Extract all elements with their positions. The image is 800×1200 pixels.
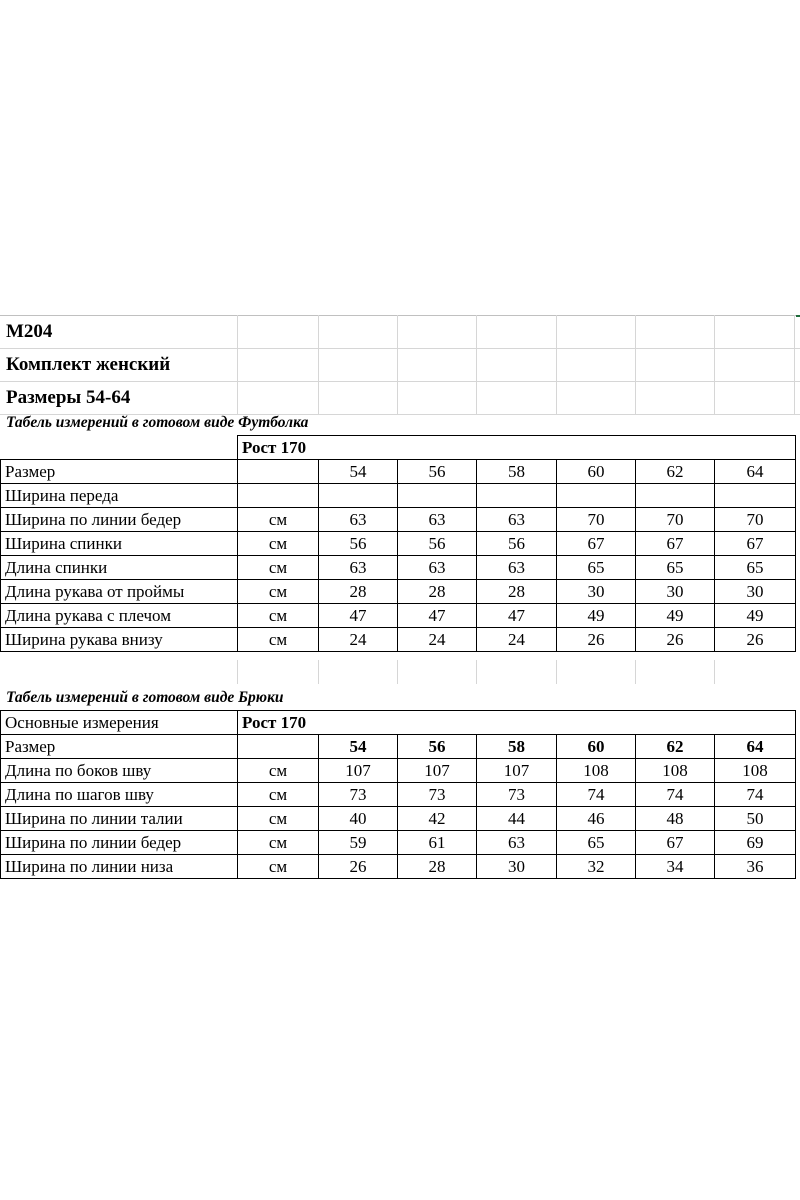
- table-row: [1, 807, 796, 831]
- product-title: Комплект женский: [6, 354, 171, 375]
- pants-height-label: Рост 170: [238, 711, 796, 735]
- value-cell: 30: [636, 580, 715, 604]
- sheet-top-border: [0, 315, 800, 316]
- value-cell: 24: [319, 628, 398, 652]
- value-cell: 26: [557, 628, 636, 652]
- value-cell: 70: [557, 508, 636, 532]
- value-cell: 65: [557, 556, 636, 580]
- measurement-label: Ширина по линии низа: [1, 855, 238, 879]
- value-cell: 47: [398, 604, 477, 628]
- tshirt-measure-table: [0, 435, 796, 652]
- table-row: [1, 556, 796, 580]
- value-cell: 40: [319, 807, 398, 831]
- gridline: [237, 315, 238, 415]
- gridline: [635, 315, 636, 415]
- value-cell: 74: [557, 783, 636, 807]
- measurement-label: Ширина по линии бедер: [1, 831, 238, 855]
- size-header-cell: 54: [319, 735, 398, 759]
- value-cell: 56: [398, 532, 477, 556]
- empty-cell: [1, 436, 238, 460]
- value-cell: 63: [477, 508, 557, 532]
- table-row: [1, 532, 796, 556]
- unit-cell: см: [238, 532, 319, 556]
- table-row: [1, 580, 796, 604]
- value-cell: 28: [398, 580, 477, 604]
- table-row: [1, 783, 796, 807]
- size-header-cell: 60: [557, 460, 636, 484]
- gridline: [318, 660, 319, 684]
- value-cell: 73: [477, 783, 557, 807]
- value-cell: 74: [715, 783, 796, 807]
- unit-cell: см: [238, 831, 319, 855]
- pants-rows: [1, 759, 796, 879]
- size-header-cell: 62: [636, 735, 715, 759]
- table-row: [1, 628, 796, 652]
- unit-cell: см: [238, 556, 319, 580]
- main-measurements-label: Основные измерения: [1, 711, 238, 735]
- measurement-label: Ширина спинки: [1, 532, 238, 556]
- value-cell: 70: [636, 508, 715, 532]
- unit-cell: см: [238, 783, 319, 807]
- value-cell: 26: [636, 628, 715, 652]
- tshirt-size-row: [1, 460, 796, 484]
- size-header-cell: 58: [477, 460, 557, 484]
- value-cell: 56: [477, 532, 557, 556]
- size-header-cell: 64: [715, 460, 796, 484]
- size-header-cell: 60: [557, 735, 636, 759]
- value-cell: 67: [715, 532, 796, 556]
- model-number: М204: [6, 321, 53, 342]
- measurement-label: Длина по шагов шву: [1, 783, 238, 807]
- unit-cell: см: [238, 628, 319, 652]
- value-cell: 32: [557, 855, 636, 879]
- value-cell: 73: [319, 783, 398, 807]
- value-cell: 49: [557, 604, 636, 628]
- value-cell: 47: [319, 604, 398, 628]
- size-row-label: Размер: [1, 735, 238, 759]
- value-cell: 63: [398, 556, 477, 580]
- unit-cell: [238, 484, 319, 508]
- value-cell: [319, 484, 398, 508]
- measurement-label: Ширина по линии талии: [1, 807, 238, 831]
- table-row: [1, 484, 796, 508]
- gridline: [397, 660, 398, 684]
- value-cell: 63: [477, 831, 557, 855]
- value-cell: 26: [715, 628, 796, 652]
- gridline: [476, 660, 477, 684]
- size-header-cell: 62: [636, 460, 715, 484]
- value-cell: 63: [398, 508, 477, 532]
- value-cell: [715, 484, 796, 508]
- unit-cell: см: [238, 807, 319, 831]
- tshirt-rows: [1, 484, 796, 652]
- value-cell: 44: [477, 807, 557, 831]
- pants-section-title: Табель измерений в готовом виде Брюки: [6, 689, 284, 706]
- size-row-label: Размер: [1, 460, 238, 484]
- table-row: [1, 604, 796, 628]
- size-range: Размеры 54-64: [6, 387, 131, 408]
- gridline: [714, 660, 715, 684]
- gridline: [556, 315, 557, 415]
- value-cell: 63: [477, 556, 557, 580]
- gridline: [635, 660, 636, 684]
- unit-cell: см: [238, 855, 319, 879]
- size-header-cell: 56: [398, 460, 477, 484]
- measurement-label: Длина спинки: [1, 556, 238, 580]
- value-cell: 59: [319, 831, 398, 855]
- table-row: [1, 759, 796, 783]
- pants-measure-table: [0, 710, 796, 879]
- value-cell: 74: [636, 783, 715, 807]
- value-cell: 34: [636, 855, 715, 879]
- value-cell: 73: [398, 783, 477, 807]
- value-cell: 63: [319, 556, 398, 580]
- gridline: [318, 315, 319, 415]
- gridline: [237, 660, 238, 684]
- value-cell: 46: [557, 807, 636, 831]
- measurement-label: Ширина по линии бедер: [1, 508, 238, 532]
- table-row: [1, 508, 796, 532]
- gridline: [397, 315, 398, 415]
- value-cell: 28: [398, 855, 477, 879]
- gridline: [556, 660, 557, 684]
- value-cell: [557, 484, 636, 508]
- value-cell: [477, 484, 557, 508]
- value-cell: 65: [715, 556, 796, 580]
- pants-size-row: [1, 735, 796, 759]
- spreadsheet: [0, 315, 800, 885]
- value-cell: 63: [319, 508, 398, 532]
- pants-height-row: [1, 711, 796, 735]
- value-cell: 49: [636, 604, 715, 628]
- value-cell: 24: [398, 628, 477, 652]
- unit-cell: см: [238, 580, 319, 604]
- value-cell: 49: [715, 604, 796, 628]
- value-cell: 24: [477, 628, 557, 652]
- measurement-label: Ширина переда: [1, 484, 238, 508]
- unit-cell: см: [238, 508, 319, 532]
- table-row: [1, 831, 796, 855]
- value-cell: 70: [715, 508, 796, 532]
- unit-cell: см: [238, 604, 319, 628]
- value-cell: 47: [477, 604, 557, 628]
- measurement-label: Длина рукава от проймы: [1, 580, 238, 604]
- tshirt-section-title: Табель измерений в готовом виде Футболка: [6, 414, 309, 431]
- value-cell: 67: [636, 532, 715, 556]
- value-cell: 69: [715, 831, 796, 855]
- measurement-label: Длина рукава с плечом: [1, 604, 238, 628]
- value-cell: 108: [715, 759, 796, 783]
- value-cell: [398, 484, 477, 508]
- tshirt-height-label: Рост 170: [238, 436, 796, 460]
- unit-cell: [238, 735, 319, 759]
- value-cell: 30: [557, 580, 636, 604]
- measurement-label: Ширина рукава внизу: [1, 628, 238, 652]
- gridline: [714, 315, 715, 415]
- value-cell: 67: [636, 831, 715, 855]
- gridline: [476, 315, 477, 415]
- gridline: [794, 315, 795, 415]
- active-cell-marker: [796, 315, 800, 317]
- table-row: [1, 855, 796, 879]
- value-cell: 42: [398, 807, 477, 831]
- tshirt-height-row: [1, 436, 796, 460]
- measurement-label: Длина по боков шву: [1, 759, 238, 783]
- value-cell: 26: [319, 855, 398, 879]
- value-cell: 28: [477, 580, 557, 604]
- value-cell: [636, 484, 715, 508]
- size-header-cell: 58: [477, 735, 557, 759]
- unit-cell: см: [238, 759, 319, 783]
- value-cell: 48: [636, 807, 715, 831]
- value-cell: 108: [557, 759, 636, 783]
- value-cell: 50: [715, 807, 796, 831]
- value-cell: 30: [477, 855, 557, 879]
- value-cell: 36: [715, 855, 796, 879]
- unit-cell: [238, 460, 319, 484]
- value-cell: 67: [557, 532, 636, 556]
- value-cell: 61: [398, 831, 477, 855]
- size-header-cell: 64: [715, 735, 796, 759]
- value-cell: 28: [319, 580, 398, 604]
- value-cell: 30: [715, 580, 796, 604]
- size-header-cell: 56: [398, 735, 477, 759]
- value-cell: 56: [319, 532, 398, 556]
- value-cell: 107: [477, 759, 557, 783]
- value-cell: 65: [557, 831, 636, 855]
- value-cell: 108: [636, 759, 715, 783]
- value-cell: 107: [398, 759, 477, 783]
- value-cell: 107: [319, 759, 398, 783]
- size-header-cell: 54: [319, 460, 398, 484]
- value-cell: 65: [636, 556, 715, 580]
